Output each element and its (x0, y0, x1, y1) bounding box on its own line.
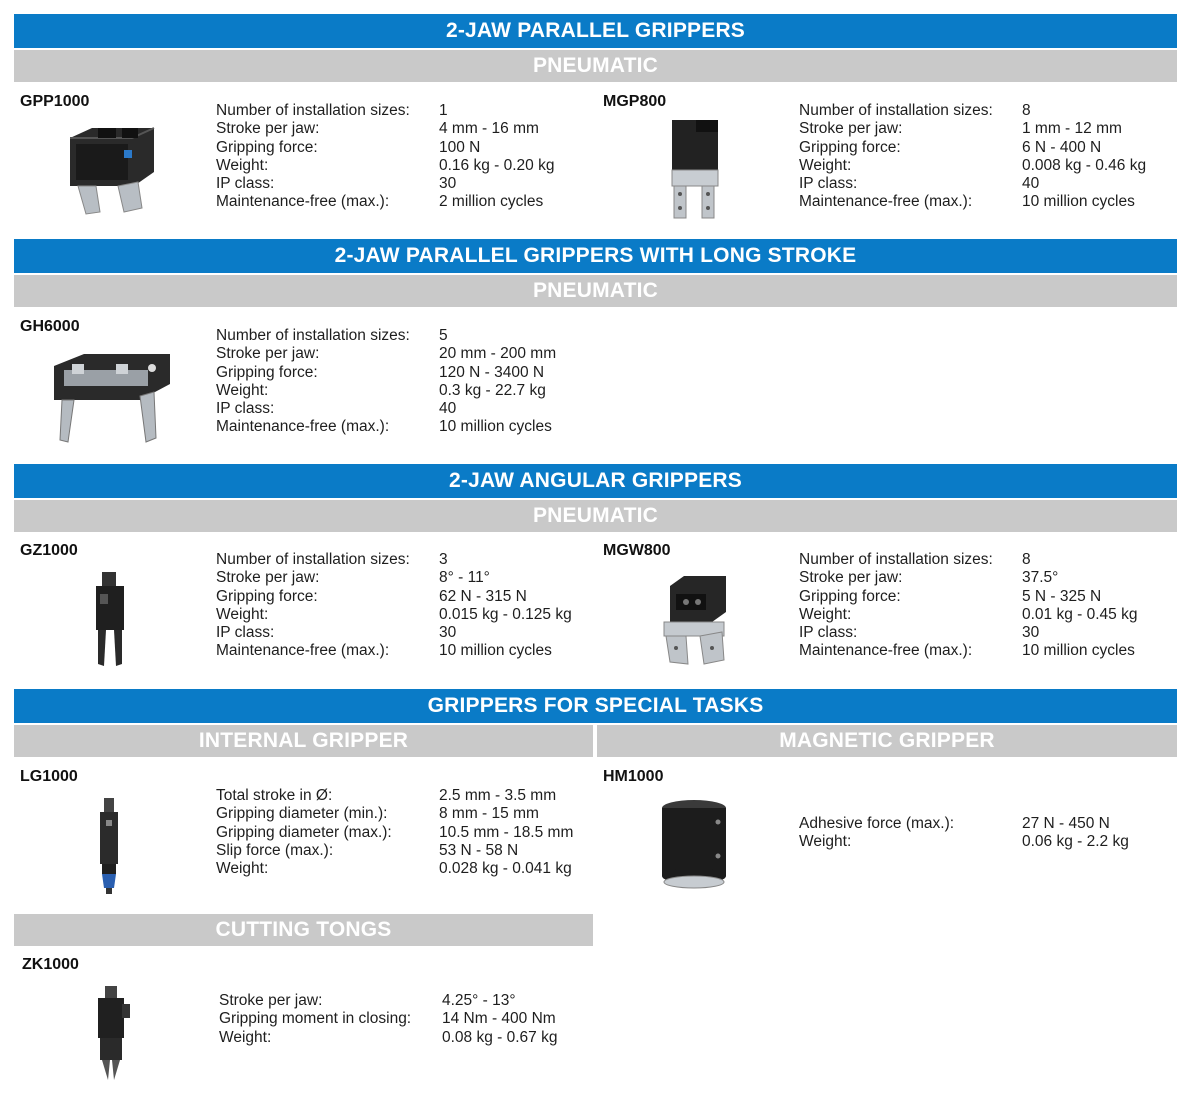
spec-value: 5 (439, 327, 448, 344)
spec-row (799, 606, 1137, 624)
spec-value: 53 N - 58 N (439, 841, 519, 859)
spec-value: 20 mm - 200 mm (439, 345, 557, 363)
spec-row (216, 842, 573, 860)
product-name-gh6000: GH6000 (20, 318, 80, 335)
spec-value: 1 (439, 102, 448, 119)
long-stroke-gripper-icon (44, 346, 174, 446)
spec-row (799, 642, 1137, 660)
spec-row (799, 815, 1129, 833)
cutting-tongs-icon (86, 984, 136, 1084)
spec-row (799, 102, 1146, 120)
spec-label: Total stroke in Ø: (216, 787, 333, 804)
spec-value: 0.015 kg - 0.125 kg (439, 605, 572, 623)
spec-label: Number of installation sizes: (799, 551, 993, 568)
spec-label: IP class: (216, 175, 275, 193)
mini-gripper-icon (662, 116, 726, 220)
spec-row (799, 139, 1146, 157)
spec-value: 0.028 kg - 0.041 kg (439, 860, 572, 878)
spec-label: Maintenance-free (max.): (216, 193, 390, 211)
spec-value: 30 (439, 175, 457, 193)
spec-row (216, 588, 572, 606)
spec-value: 120 N - 3400 N (439, 363, 545, 381)
spec-list-gpp1000 (216, 102, 554, 212)
spec-row (799, 588, 1137, 606)
spec-label: IP class: (799, 624, 858, 642)
spec-row (216, 824, 573, 842)
spec-list-zk1000 (219, 992, 557, 1047)
spec-row (216, 139, 554, 157)
subheader-pneumatic-angular: PNEUMATIC (14, 500, 1177, 532)
spec-value: 30 (439, 624, 457, 642)
spec-row (216, 327, 556, 345)
spec-value: 10 million cycles (1022, 642, 1135, 660)
spec-label: Gripping force: (799, 587, 901, 605)
spec-row (799, 624, 1137, 642)
spec-value: 4.25° - 13° (442, 992, 516, 1009)
spec-row (216, 120, 554, 138)
parallel-gripper-icon (62, 120, 162, 220)
spec-row (219, 1010, 557, 1028)
product-name-gpp1000: GPP1000 (20, 93, 90, 110)
spec-value: 0.16 kg - 0.20 kg (439, 156, 555, 174)
spec-label: Maintenance-free (max.): (799, 193, 973, 211)
product-name-zk1000: ZK1000 (22, 956, 79, 973)
section-header-special: GRIPPERS FOR SPECIAL TASKS (14, 689, 1177, 723)
subheader-pneumatic-parallel: PNEUMATIC (14, 50, 1177, 82)
spec-row (219, 1029, 557, 1047)
spec-value: 37.5° (1022, 569, 1059, 587)
spec-label: Maintenance-free (max.): (799, 642, 973, 660)
spec-row (216, 193, 554, 211)
spec-row (216, 606, 572, 624)
spec-row (216, 805, 573, 823)
spec-label: Gripping diameter (max.): (216, 823, 392, 841)
product-name-mgp800: MGP800 (603, 93, 667, 110)
product-name-hm1000: HM1000 (603, 768, 664, 785)
spec-label: Weight: (216, 860, 269, 878)
spec-row (216, 345, 556, 363)
spec-value: 0.008 kg - 0.46 kg (1022, 156, 1147, 174)
spec-label: IP class: (799, 175, 858, 193)
subheader-magnetic-gripper: MAGNETIC GRIPPER (597, 725, 1177, 757)
spec-label: Maintenance-free (max.): (216, 642, 390, 660)
spec-list-mgw800 (799, 551, 1137, 661)
spec-row (216, 102, 554, 120)
spec-label: Slip force (max.): (216, 841, 334, 859)
spec-label: Stroke per jaw: (219, 992, 323, 1009)
spec-label: Weight: (216, 156, 269, 174)
spec-value: 10 million cycles (439, 418, 552, 436)
spec-label: Gripping force: (799, 138, 901, 156)
spec-value: 1 mm - 12 mm (1022, 120, 1122, 138)
spec-row (799, 569, 1137, 587)
spec-value: 0.01 kg - 0.45 kg (1022, 605, 1138, 623)
spec-label: Stroke per jaw: (216, 120, 320, 138)
spec-label: IP class: (216, 400, 275, 418)
spec-label: Number of installation sizes: (216, 551, 410, 568)
spec-value: 14 Nm - 400 Nm (442, 1010, 556, 1028)
spec-row (799, 551, 1137, 569)
spec-value: 100 N (439, 138, 481, 156)
spec-value: 4 mm - 16 mm (439, 120, 539, 138)
spec-value: 62 N - 315 N (439, 587, 527, 605)
spec-label: Stroke per jaw: (799, 569, 903, 587)
spec-label: Number of installation sizes: (799, 102, 993, 119)
spec-value: 3 (439, 551, 448, 568)
spec-row (799, 175, 1146, 193)
spec-value: 27 N - 450 N (1022, 815, 1110, 832)
spec-value: 2 million cycles (439, 193, 544, 211)
spec-label: Gripping diameter (min.): (216, 805, 388, 823)
spec-row (216, 860, 573, 878)
spec-label: Gripping force: (216, 138, 318, 156)
spec-label: Number of installation sizes: (216, 327, 410, 344)
spec-label: Weight: (219, 1028, 272, 1046)
spec-row (799, 193, 1146, 211)
spec-row (216, 551, 572, 569)
internal-gripper-icon (94, 796, 124, 896)
spec-row (216, 364, 556, 382)
spec-row (216, 175, 554, 193)
spec-value: 10 million cycles (439, 642, 552, 660)
spec-value: 6 N - 400 N (1022, 138, 1102, 156)
spec-value: 40 (1022, 175, 1040, 193)
spec-row (216, 569, 572, 587)
spec-value: 30 (1022, 624, 1040, 642)
angular-gripper-icon (88, 570, 132, 670)
spec-label: Stroke per jaw: (799, 120, 903, 138)
subheader-cutting-tongs: CUTTING TONGS (14, 914, 593, 946)
subheader-internal-gripper: INTERNAL GRIPPER (14, 725, 593, 757)
spec-label: Weight: (216, 605, 269, 623)
subheader-pneumatic-long-stroke: PNEUMATIC (14, 275, 1177, 307)
spec-row (216, 418, 556, 436)
spec-value: 2.5 mm - 3.5 mm (439, 787, 557, 804)
spec-label: Weight: (799, 156, 852, 174)
spec-value: 0.08 kg - 0.67 kg (442, 1028, 558, 1046)
spec-row (799, 833, 1129, 851)
section-header-angular: 2-JAW ANGULAR GRIPPERS (14, 464, 1177, 498)
spec-label: Number of installation sizes: (216, 102, 410, 119)
magnetic-gripper-icon (656, 796, 732, 892)
spec-value: 0.06 kg - 2.2 kg (1022, 833, 1129, 851)
spec-list-gh6000 (216, 327, 556, 437)
spec-value: 8 (1022, 102, 1031, 119)
spec-row (216, 382, 556, 400)
spec-row (216, 642, 572, 660)
spec-row (219, 992, 557, 1010)
spec-label: Weight: (799, 605, 852, 623)
spec-value: 10 million cycles (1022, 193, 1135, 211)
spec-label: Stroke per jaw: (216, 345, 320, 363)
spec-row (216, 157, 554, 175)
spec-value: 5 N - 325 N (1022, 587, 1102, 605)
spec-row (799, 120, 1146, 138)
spec-label: Gripping moment in closing: (219, 1010, 412, 1028)
mini-angular-gripper-icon (656, 572, 736, 668)
spec-label: IP class: (216, 624, 275, 642)
spec-list-lg1000 (216, 787, 573, 878)
spec-row (216, 624, 572, 642)
spec-value: 8 mm - 15 mm (439, 805, 539, 823)
spec-value: 40 (439, 400, 457, 418)
spec-label: Gripping force: (216, 587, 318, 605)
section-header-long-stroke: 2-JAW PARALLEL GRIPPERS WITH LONG STROKE (14, 239, 1177, 273)
spec-label: Maintenance-free (max.): (216, 418, 390, 436)
spec-list-gz1000 (216, 551, 572, 661)
spec-label: Weight: (799, 833, 852, 851)
product-name-gz1000: GZ1000 (20, 542, 78, 559)
spec-row (799, 157, 1146, 175)
product-name-lg1000: LG1000 (20, 768, 78, 785)
spec-value: 8° - 11° (439, 569, 490, 587)
spec-label: Gripping force: (216, 363, 318, 381)
spec-list-hm1000 (799, 815, 1129, 852)
spec-value: 8 (1022, 551, 1031, 568)
spec-list-mgp800 (799, 102, 1146, 212)
spec-label: Weight: (216, 381, 269, 399)
product-name-mgw800: MGW800 (603, 542, 671, 559)
section-header-parallel: 2-JAW PARALLEL GRIPPERS (14, 14, 1177, 48)
spec-row (216, 787, 573, 805)
spec-row (216, 400, 556, 418)
spec-value: 0.3 kg - 22.7 kg (439, 381, 546, 399)
spec-label: Adhesive force (max.): (799, 815, 955, 832)
spec-value: 10.5 mm - 18.5 mm (439, 823, 574, 841)
spec-label: Stroke per jaw: (216, 569, 320, 587)
